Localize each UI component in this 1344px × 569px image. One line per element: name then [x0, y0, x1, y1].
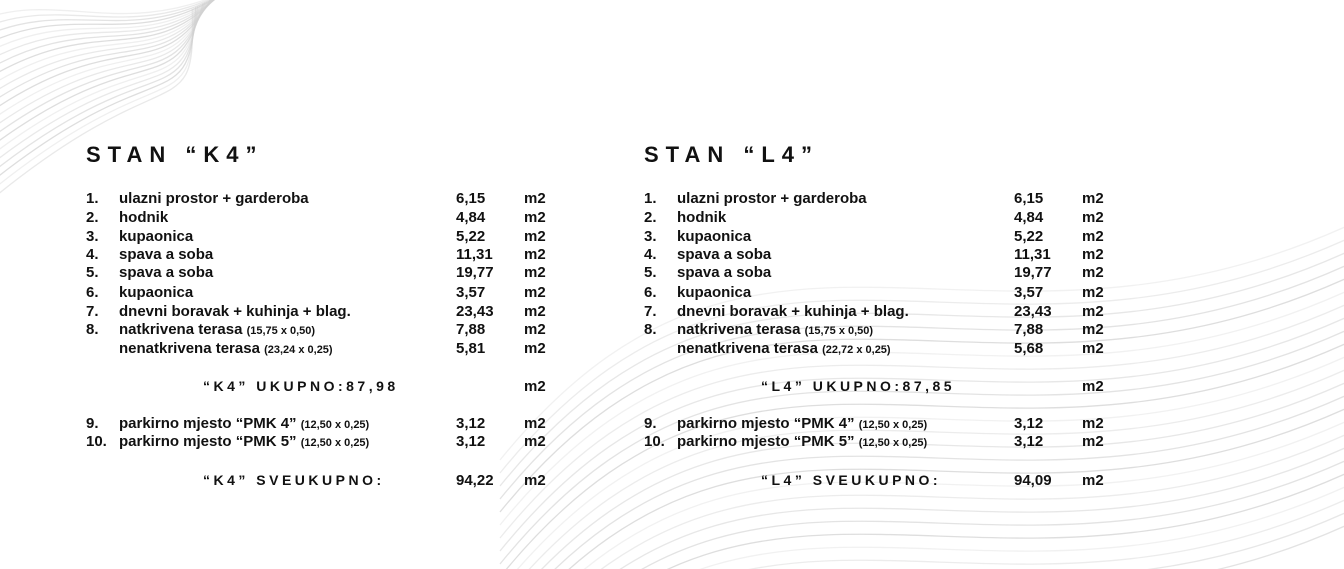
room-row: 1. ulazni prostor + garderoba 6,15 m2 — [86, 190, 546, 207]
room-row: nenatkrivena terasa (22,72 x 0,25) 5,68 m2 — [677, 340, 1104, 357]
apartment-title: STAN “K4” — [86, 142, 264, 167]
room-row: 3. kupaonica 5,22 m2 — [86, 228, 546, 245]
room-row: 4. spava a soba 11,31 m2 — [644, 246, 1104, 263]
grand-total-row: “L4” SVEUKUPNO: 94,09 m2 — [761, 472, 1104, 489]
room-row: nenatkrivena terasa (23,24 x 0,25) 5,81 m2 — [119, 340, 546, 357]
room-row: 4. spava a soba 11,31 m2 — [86, 246, 546, 263]
parking-row: 10. parkirno mjesto “PMK 5” (12,50 x 0,25) 3,12 m2 — [86, 433, 546, 450]
room-row: 8. natkrivena terasa (15,75 x 0,50) 7,88 m2 — [644, 321, 1104, 338]
parking-row: 9. parkirno mjesto “PMK 4” (12,50 x 0,25) 3,12 m2 — [86, 415, 546, 432]
total-row: “K4” UKUPNO:87,98 m2 — [203, 378, 546, 395]
room-row: 6. kupaonica 3,57 m2 — [86, 284, 546, 301]
room-row: 2. hodnik 4,84 m2 — [644, 209, 1104, 226]
room-row: 8. natkrivena terasa (15,75 x 0,50) 7,88 m2 — [86, 321, 546, 338]
apartment-k4-panel — [86, 0, 646, 569]
room-row: 1. ulazni prostor + garderoba 6,15 m2 — [644, 190, 1104, 207]
room-row: 2. hodnik 4,84 m2 — [86, 209, 546, 226]
total-row: “L4” UKUPNO:87,85 m2 — [761, 378, 1104, 395]
room-row: 7. dnevni boravak + kuhinja + blag. 23,43 m2 — [86, 303, 546, 320]
grand-total-row: “K4” SVEUKUPNO: 94,22 m2 — [203, 472, 546, 489]
room-row: 5. spava a soba 19,77 m2 — [86, 264, 546, 281]
apartment-title: STAN “L4” — [644, 142, 820, 167]
parking-row: 10. parkirno mjesto “PMK 5” (12,50 x 0,25) 3,12 m2 — [644, 433, 1104, 450]
room-row: 7. dnevni boravak + kuhinja + blag. 23,43 m2 — [644, 303, 1104, 320]
parking-row: 9. parkirno mjesto “PMK 4” (12,50 x 0,25) 3,12 m2 — [644, 415, 1104, 432]
room-row: 6. kupaonica 3,57 m2 — [644, 284, 1104, 301]
room-row: 3. kupaonica 5,22 m2 — [644, 228, 1104, 245]
apartment-l4-panel — [644, 0, 1204, 569]
room-row: 5. spava a soba 19,77 m2 — [644, 264, 1104, 281]
